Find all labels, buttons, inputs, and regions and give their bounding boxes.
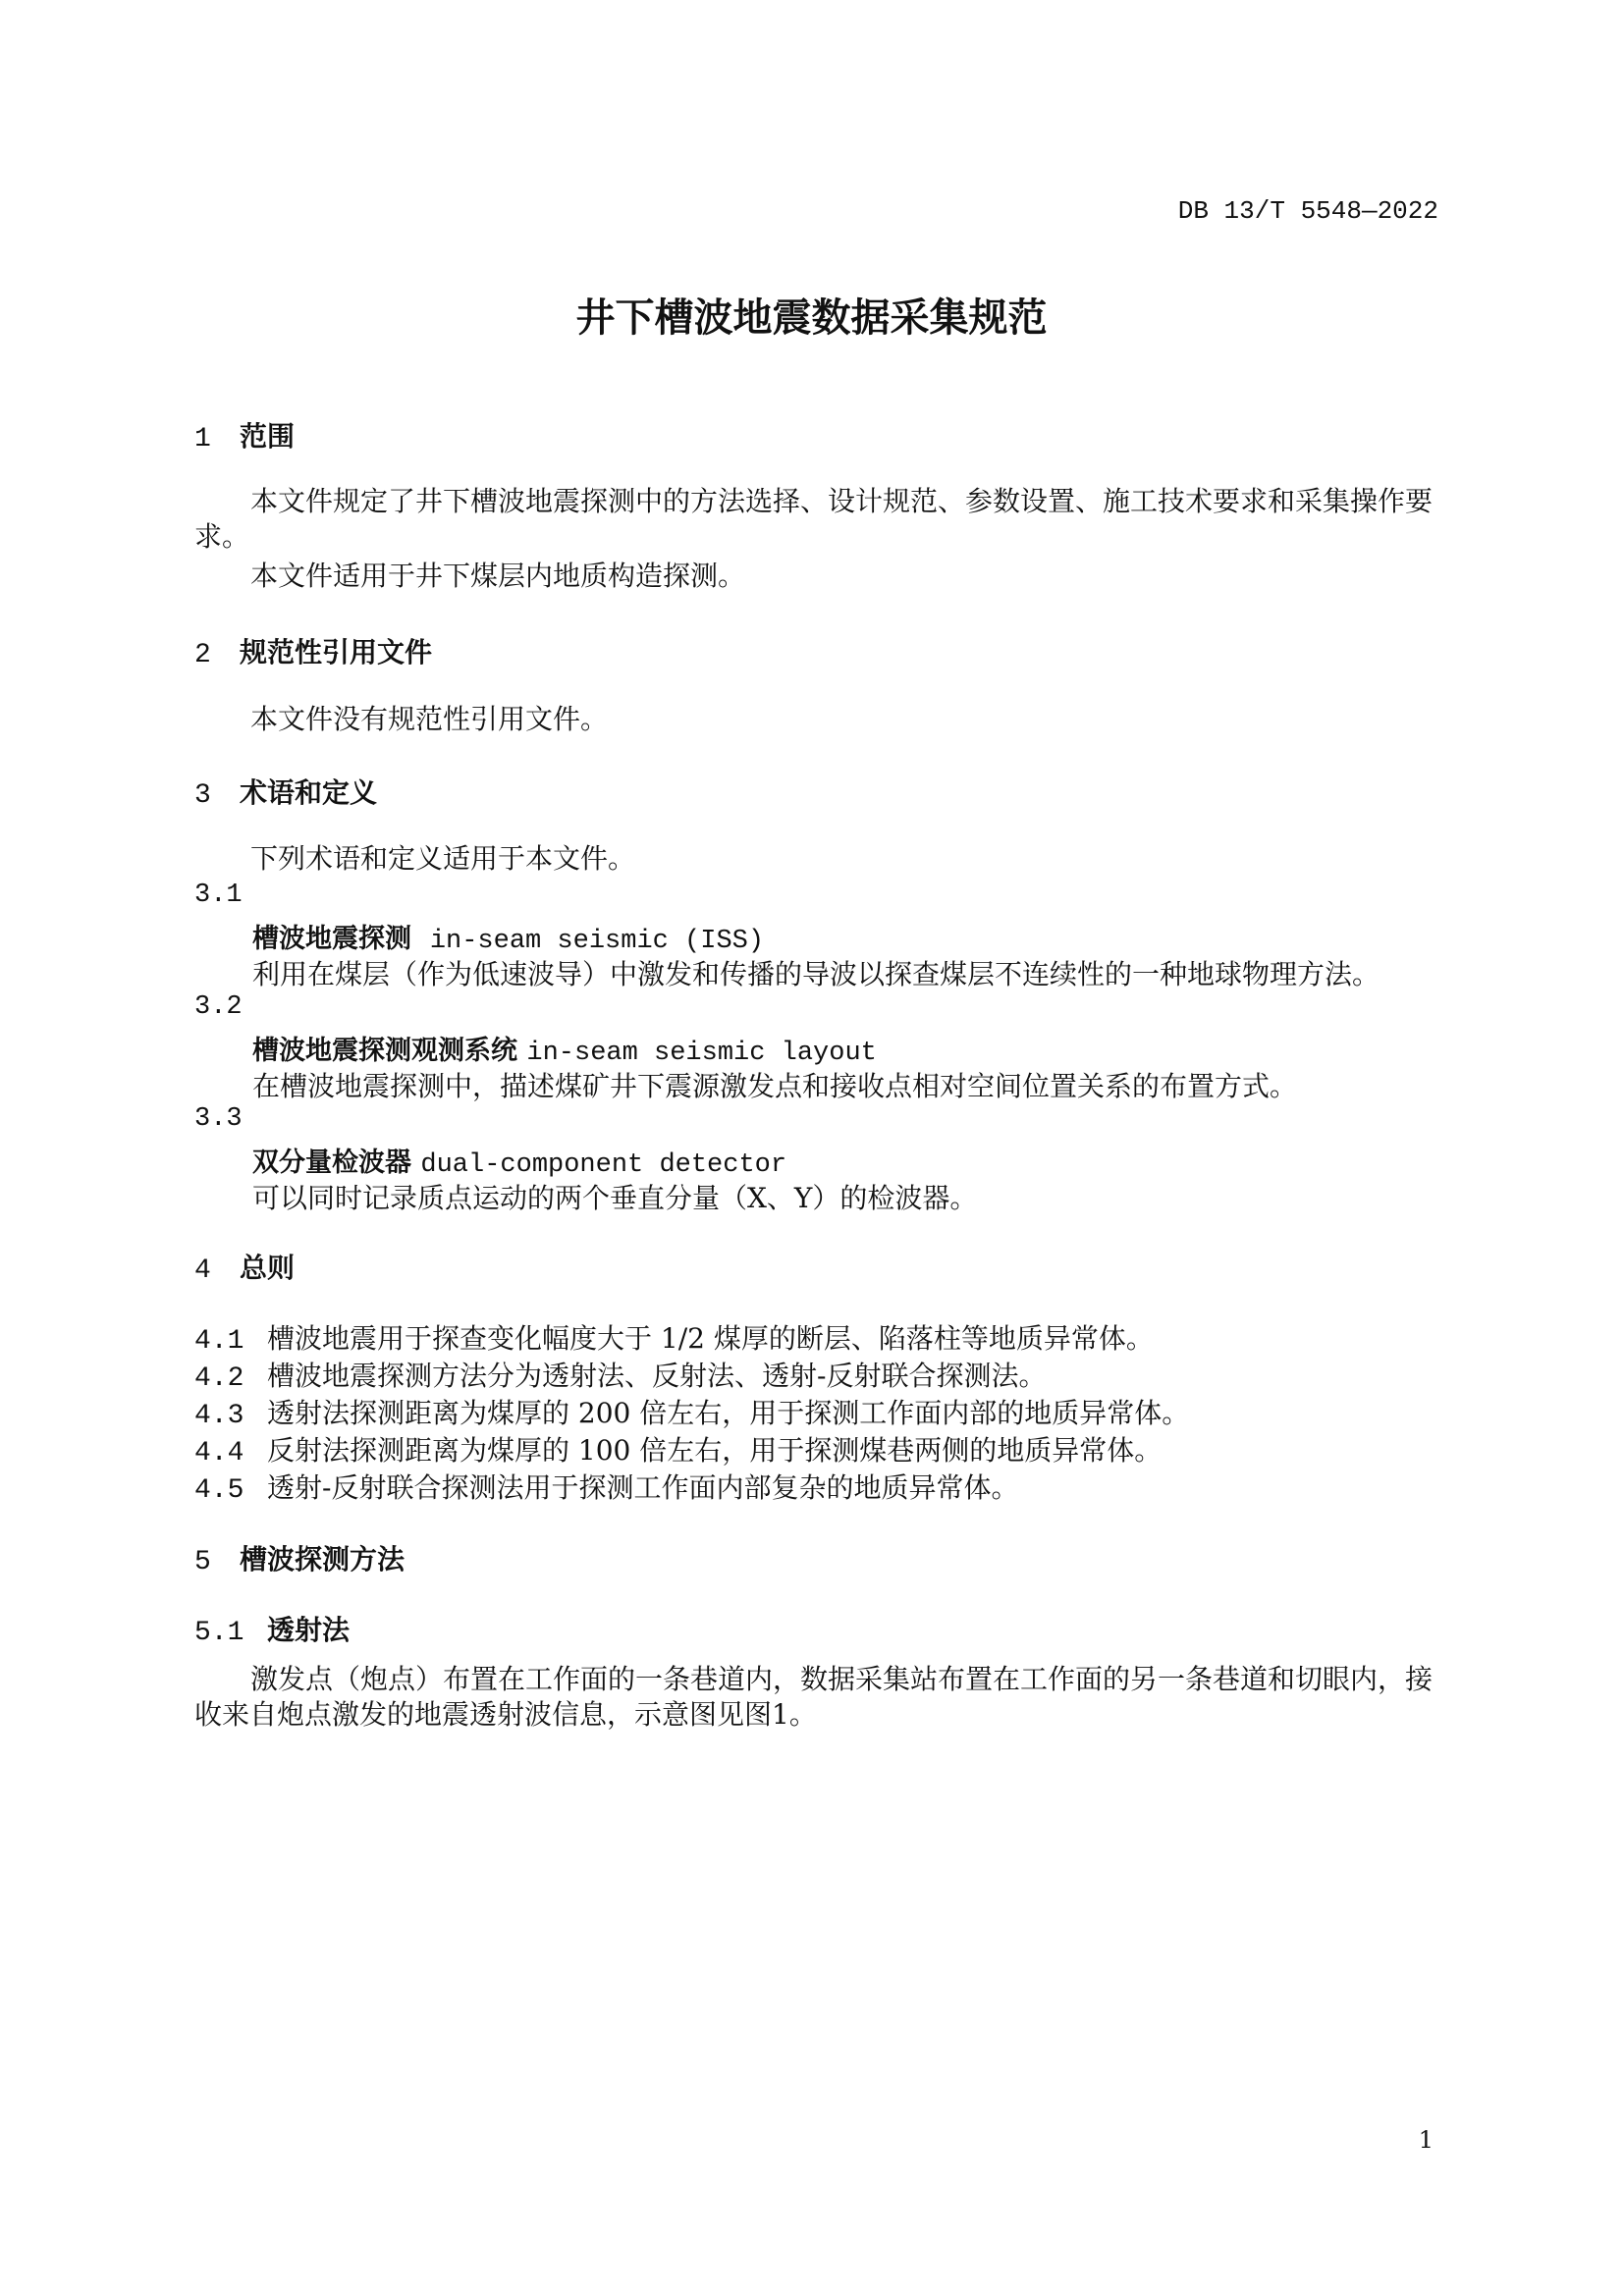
section-number: 3 xyxy=(194,780,211,811)
section-2-paragraph-1: 本文件没有规范性引用文件。 xyxy=(250,703,609,735)
clause-text: 透射法探测距离为煤厚的 200 倍左右，用于探测工作面内部的地质异常体。 xyxy=(267,1397,1190,1429)
section-title: 范围 xyxy=(240,420,296,453)
clause-item xyxy=(194,1317,1154,1357)
standard-code: DB 13/T 5548—2022 xyxy=(1177,196,1438,226)
term-title xyxy=(252,917,764,956)
section-title: 规范性引用文件 xyxy=(240,636,433,668)
term-en: in-seam seismic layout xyxy=(526,1039,877,1068)
term-title xyxy=(252,1141,786,1180)
section-title: 槽波探测方法 xyxy=(240,1543,406,1575)
clause-number: 4.3 xyxy=(194,1401,244,1431)
clause-number: 4.2 xyxy=(194,1363,244,1394)
clause-item xyxy=(194,1392,1189,1431)
section-5-1-paragraph: 激发点（炮点）布置在工作面的一条巷道内，数据采集站布置在工作面的另一条巷道和切眼内，接收来自炮点激发的地震透射波信息，示意图见图1。 xyxy=(194,1663,1434,1731)
section-5-heading xyxy=(194,1538,405,1577)
document-title: 井下槽波地震数据采集规范 xyxy=(575,295,1048,341)
clause-number: 4.5 xyxy=(194,1475,244,1506)
section-title: 透射法 xyxy=(267,1614,351,1646)
term-number: 3.2 xyxy=(194,992,243,1022)
term-definition: 利用在煤层（作为低速波导）中激发和传播的导波以探查煤层不连续性的一种地球物理方法。 xyxy=(252,958,1380,990)
clause-text: 槽波地震用于探查变化幅度大于 1/2 煤厚的断层、陷落柱等地质异常体。 xyxy=(267,1322,1154,1355)
clause-item xyxy=(194,1355,1046,1394)
section-number: 2 xyxy=(194,640,211,670)
section-3-intro: 下列术语和定义适用于本文件。 xyxy=(250,842,636,875)
clause-number: 4.1 xyxy=(194,1326,244,1357)
term-zh: 双分量检波器 xyxy=(252,1148,411,1178)
section-number: 5 xyxy=(194,1547,211,1577)
section-5-1-heading xyxy=(194,1609,350,1648)
page-number: 1 xyxy=(1418,2126,1434,2154)
section-1-paragraph-2: 本文件适用于井下煤层内地质构造探测。 xyxy=(250,560,746,592)
section-1-heading xyxy=(194,415,295,454)
term-zh: 槽波地震探测观测系统 xyxy=(252,1036,517,1066)
section-title: 总则 xyxy=(240,1252,296,1284)
section-2-heading xyxy=(194,631,432,670)
term-number: 3.1 xyxy=(194,881,243,910)
term-title xyxy=(252,1029,877,1068)
term-en: dual-component detector xyxy=(420,1150,787,1180)
term-en: in-seam seismic (ISS) xyxy=(429,927,765,956)
term-definition: 可以同时记录质点运动的两个垂直分量（X、Y）的检波器。 xyxy=(252,1182,978,1214)
section-number: 4 xyxy=(194,1255,211,1286)
clause-text: 反射法探测距离为煤厚的 100 倍左右，用于探测煤巷两侧的地质异常体。 xyxy=(267,1434,1163,1467)
section-number: 5.1 xyxy=(194,1618,244,1648)
section-3-heading xyxy=(194,772,377,811)
section-4-heading xyxy=(194,1247,295,1286)
clause-item xyxy=(194,1467,1018,1506)
section-1-paragraph-1: 本文件规定了井下槽波地震探测中的方法选择、设计规范、参数设置、施工技术要求和采集操作要求。 xyxy=(194,485,1434,553)
term-zh: 槽波地震探测 xyxy=(252,924,411,954)
clause-number: 4.4 xyxy=(194,1438,244,1468)
clause-text: 透射-反射联合探测法用于探测工作面内部复杂的地质异常体。 xyxy=(267,1471,1019,1504)
clause-item xyxy=(194,1429,1162,1468)
clause-text: 槽波地震探测方法分为透射法、反射法、透射-反射联合探测法。 xyxy=(267,1360,1047,1392)
section-title: 术语和定义 xyxy=(240,776,378,809)
section-number: 1 xyxy=(194,424,211,454)
term-definition: 在槽波地震探测中，描述煤矿井下震源激发点和接收点相对空间位置关系的布置方式。 xyxy=(252,1070,1298,1102)
term-number: 3.3 xyxy=(194,1104,243,1134)
